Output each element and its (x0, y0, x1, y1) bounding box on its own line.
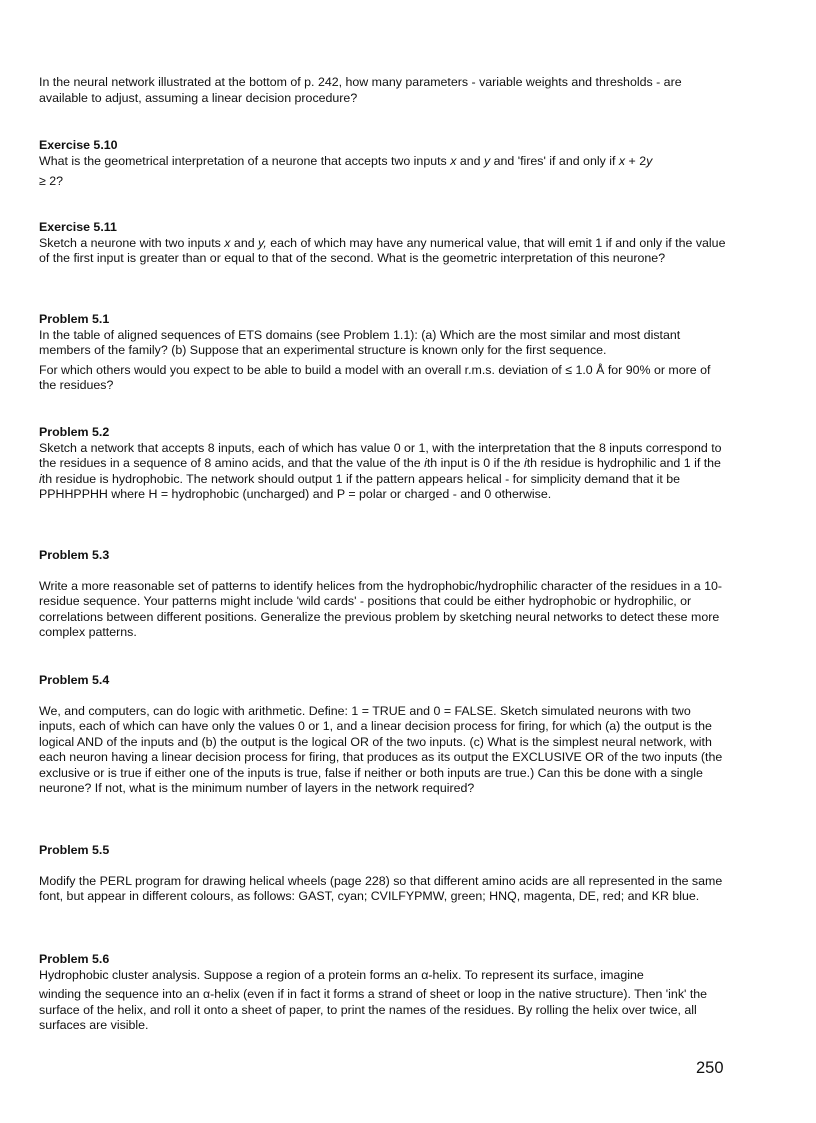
intro-text: In the neural network illustrated at the bottom of p. 242, how many parameters - variable weights and thresholds - are available to adjust, assuming a linear decision procedure? (39, 75, 682, 105)
problem-5-1 (39, 312, 729, 394)
page-number: 250 (696, 1059, 724, 1077)
exercise-5-11 (39, 220, 729, 267)
problem-5-4 (39, 673, 729, 797)
problem-5-3-heading: Problem 5.3 (39, 548, 110, 562)
intro-paragraph (39, 75, 729, 106)
problem-5-2-heading: Problem 5.2 (39, 425, 110, 439)
problem-5-6 (39, 952, 729, 1034)
problem-5-3 (39, 548, 729, 641)
problem-5-1-body: In the table of aligned sequences of ETS domains (see Problem 1.1): (a) Which are the most similar and most distant members of the family? (b) Suppose that an experimental structure is known only for the first sequence. (39, 327, 681, 357)
problem-5-2-body: Sketch a network that accepts 8 inputs, each of which has value 0 or 1, with the interpretation that the 8 inputs correspond to the residues in a sequence of 8 amino acids, and that the value of the ith input is 0 if the ith residue is hydrophilic and 1 if the ith residue is hydrophobic. The network should output 1 if the pattern appears helical - for simplicity demand that it be PPHHPPHH where H = hydrophobic (uncharged) and P = polar or charged - and 0 otherwise. (39, 440, 722, 501)
problem-5-2 (39, 425, 729, 503)
problem-5-5-body: Modify the PERL program for drawing helical wheels (page 228) so that different amino acids are all represented in the same font, but appear in different colours, as follows: GAST, cyan; CVILFYPMW, green; HNQ, magenta, DE, red; and KR blue. (39, 873, 723, 903)
problem-5-3-body: Write a more reasonable set of patterns to identify helices from the hydrophobic/hydrophilic character of the residues in a 10-residue sequence. Your patterns might include 'wild cards' - positions that could be either hydrophobic or hydrophilic, or correlations between different positions. Generalize the previous problem by sketching neural networks to detect these more complex patterns. (39, 578, 722, 639)
exercise-5-10-heading: Exercise 5.10 (39, 138, 118, 152)
problem-5-4-body: We, and computers, can do logic with arithmetic. Define: 1 = TRUE and 0 = FALSE. Sketch simulated neurons with two inputs, each of which can have only the values 0 or 1, and a linear decision process for firing, for which (a) the output is the logical AND of the inputs and (b) the output is the logical OR of the two inputs. (c) What is the simplest neural network, with each neuron having a linear decision process for firing, that produces as its output the EXCLUSIVE OR of the two inputs (the exclusive or is true if either one of the inputs is true, false if neither or both inputs are true.) Can this be done with a single neurone? If not, what is the minimum number of layers in the network required? (39, 703, 723, 795)
problem-5-6-body-cont: winding the sequence into an α-helix (even if in fact it forms a strand of sheet or loop in the native structure). Then 'ink' the surface of the helix, and roll it onto a sheet of paper, to print the names of the residues. By rolling the helix over twice, all surfaces are visible. (39, 987, 708, 1032)
problem-5-5 (39, 843, 729, 905)
exercise-5-11-body: Sketch a neurone with two inputs x and y, each of which may have any numerical value, that will emit 1 if and only if the value of the first input is greater than or equal to that of the second. What is the geometric interpretation of this neurone? (39, 235, 726, 265)
problem-5-1-heading: Problem 5.1 (39, 312, 110, 326)
problem-5-6-heading: Problem 5.6 (39, 952, 110, 966)
problem-5-4-heading: Problem 5.4 (39, 673, 110, 687)
problem-5-5-heading: Problem 5.5 (39, 843, 110, 857)
problem-5-1-body-cont: For which others would you expect to be able to build a model with an overall r.m.s. deviation of ≤ 1.0 Å for 90% or more of the residues? (39, 362, 711, 392)
exercise-5-10-body-cont: ≥ 2? (39, 174, 64, 188)
exercise-5-10-body: What is the geometrical interpretation of a neurone that accepts two inputs x and y and 'fires' if and only if x + 2y (39, 153, 653, 168)
problem-5-6-body: Hydrophobic cluster analysis. Suppose a region of a protein forms an α-helix. To represent its surface, imagine (39, 967, 644, 982)
exercise-5-11-heading: Exercise 5.11 (39, 220, 117, 234)
exercise-5-10 (39, 138, 729, 190)
